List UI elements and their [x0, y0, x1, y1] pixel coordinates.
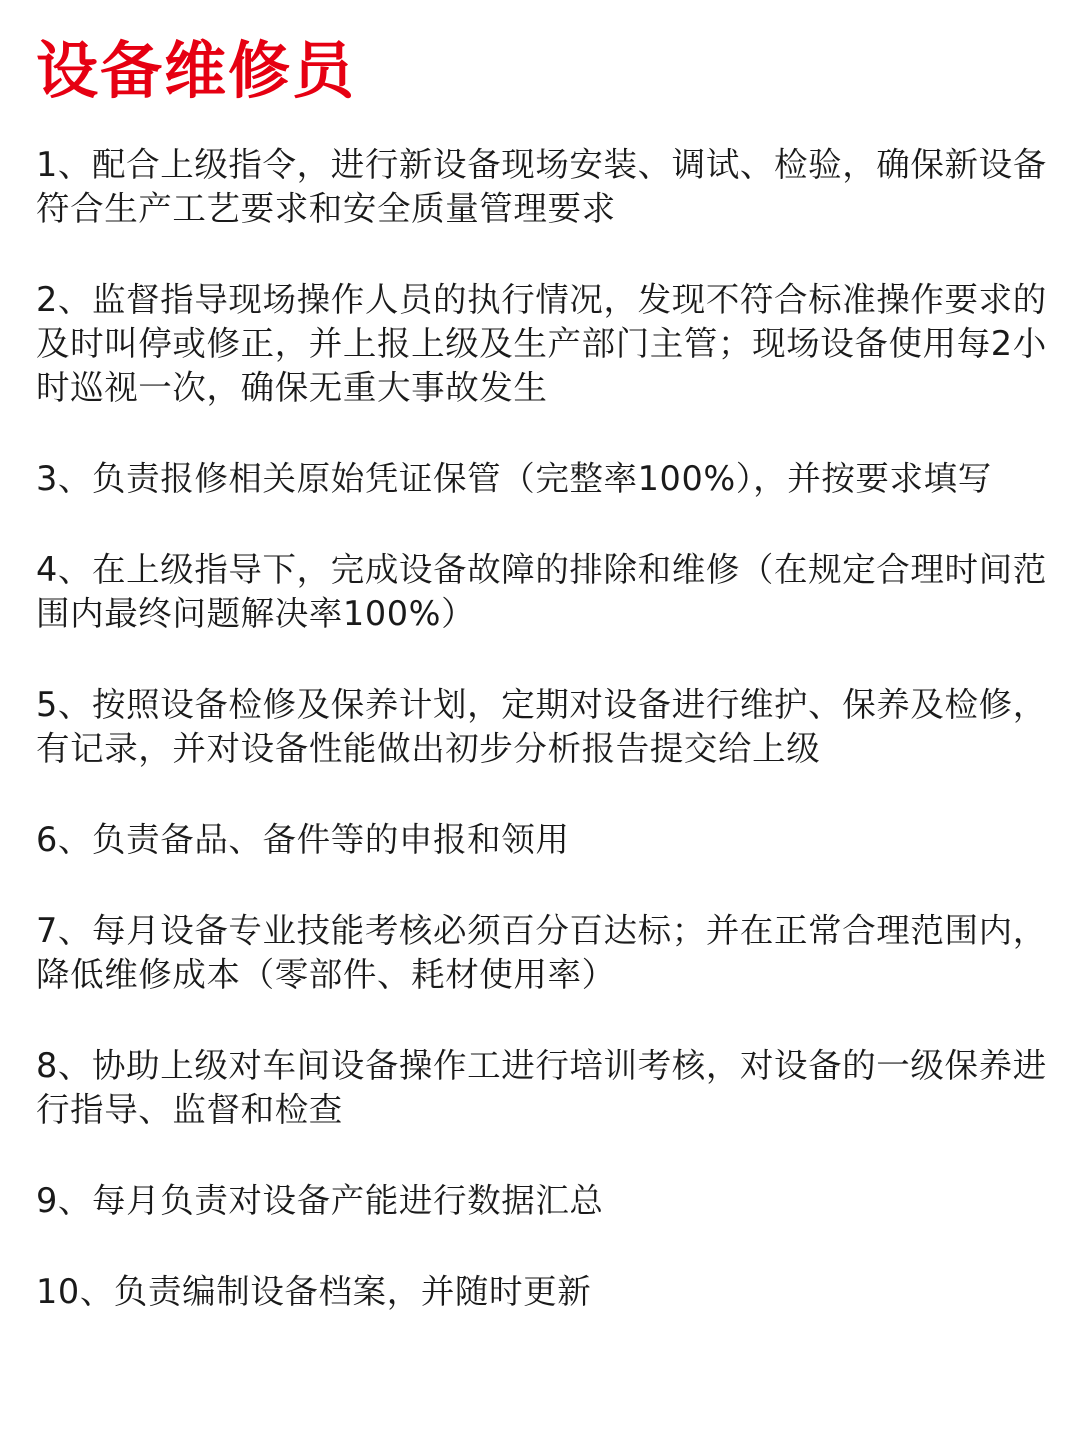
duty-item-3: 3、负责报修相关原始凭证保管（完整率100%），并按要求填写: [36, 459, 992, 498]
duty-item-6: 6、负责备品、备件等的申报和领用: [36, 820, 570, 859]
duty-item-9: 9、每月负责对设备产能进行数据汇总: [36, 1181, 604, 1220]
page-title: 设备维修员: [36, 34, 357, 107]
duty-item-5: 5、按照设备检修及保养计划，定期对设备进行维护、保养及检修，有记录，并对设备性能做出初步分析报告提交给上级: [36, 685, 1047, 768]
duty-item-8: 8、协助上级对车间设备操作工进行培训考核，对设备的一级保养进行指导、监督和检查: [36, 1046, 1047, 1129]
duty-item-2: 2、监督指导现场操作人员的执行情况，发现不符合标准操作要求的及时叫停或修正，并上报上级及生产部门主管；现场设备使用每2小时巡视一次，确保无重大事故发生: [36, 280, 1047, 407]
duty-item-10: 10、负责编制设备档案，并随时更新: [36, 1272, 592, 1311]
duty-item-4: 4、在上级指导下，完成设备故障的排除和维修（在规定合理时间范围内最终问题解决率100%）: [36, 550, 1047, 633]
duty-item-7: 7、每月设备专业技能考核必须百分百达标；并在正常合理范围内，降低维修成本（零部件、耗材使用率）: [36, 911, 1047, 994]
duty-item-1: 1、配合上级指令，进行新设备现场安装、调试、检验，确保新设备符合生产工艺要求和安全质量管理要求: [36, 145, 1047, 228]
duty-list: [36, 143, 1066, 1361]
